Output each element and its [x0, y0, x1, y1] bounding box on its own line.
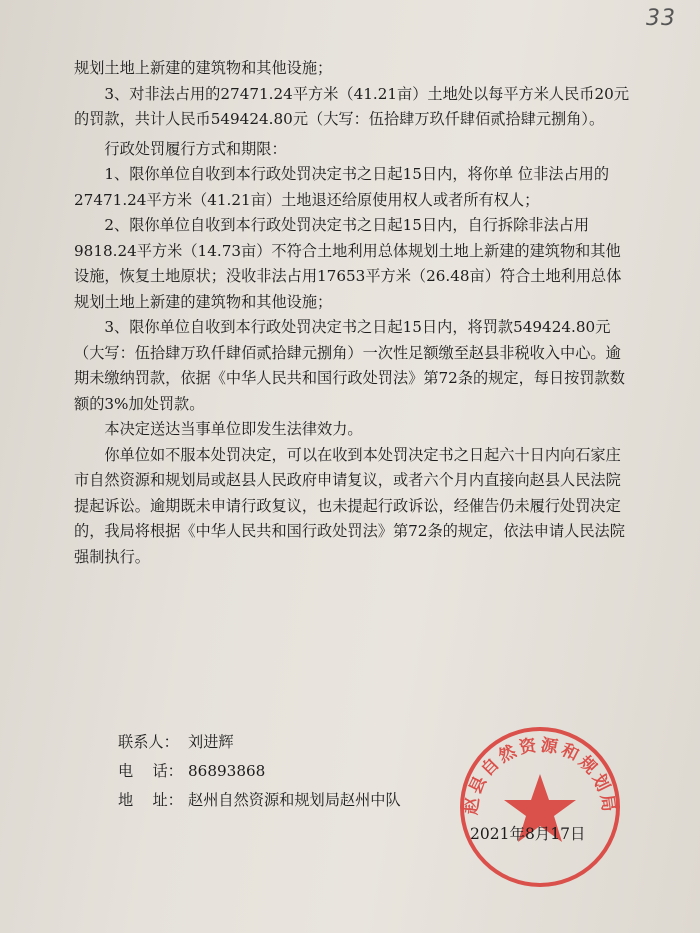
paragraph-8: 你单位如不服本处罚决定，可以在收到本处罚决定书之日起六十日内向石家庄市自然资源和规划局或赵县人民政府申请复议，或者六个月内直接向赵县人民法院提起诉讼。逾期既未申请行政复议，也未提起行政诉讼，经催告仍未履行处罚决定的，我局将根据《中华人民共和国行政处罚法》第72条的规定，依法申请人民法院强制执行。: [74, 445, 625, 566]
paragraph-3: 行政处罚履行方式和期限：: [104, 139, 287, 158]
contact-person-label: 联系人：: [118, 733, 179, 751]
contact-address-value: 赵州自然资源和规划局赵州中队: [188, 791, 401, 809]
document-date: 2021年8月17日: [470, 825, 586, 843]
contact-address-label: 地 址：: [118, 791, 183, 809]
paragraph-6: 3、限你单位自收到本行政处罚决定书之日起15日内，将罚款549424.80元（大写：伍拾肆万玖仟肆佰贰拾肆元捌角）一次性足额缴至赵县非税收入中心。逾期未缴纳罚款，依据《中华人民共和国行政处罚法》第72条的规定，每日按罚款数额的3%加处罚款。: [74, 318, 625, 413]
official-seal-icon: [455, 722, 625, 892]
contact-phone-value: 86893868: [188, 762, 266, 780]
contact-phone-label: 电 话：: [118, 762, 183, 780]
document-body: [74, 56, 634, 570]
paragraph-2: 3、对非法占用的27471.24平方米（41.21亩）土地处以每平方米人民币20元的罚款，共计人民币549424.80元（大写：伍拾肆万玖仟肆佰贰拾肆元捌角）。: [74, 84, 630, 128]
paragraph-1: 规划土地上新建的建筑物和其他设施；: [74, 59, 333, 77]
page-number: 33: [646, 6, 676, 31]
paragraph-4: 1、限你单位自收到本行政处罚决定书之日起15日内，将你单 位非法占用的27471.24平方米（41.21亩）土地退还给原使用权人或者所有权人；: [74, 165, 610, 209]
paragraph-7: 本决定送达当事单位即发生法律效力。: [104, 420, 363, 438]
paragraph-5: 2、限你单位自收到本行政处罚决定书之日起15日内，自行拆除非法占用9818.24平方米（14.73亩）不符合土地利用总体规划土地上新建的建筑物和其他设施，恢复土地原状；没收非法占用17653平方米（26.48亩）符合土地利用总体规划土地上新建的建筑物和其他设施；: [74, 216, 622, 311]
contact-person-value: 刘进辉: [188, 733, 234, 751]
seal-text: 赵县自然资源和规划局: [461, 735, 619, 816]
